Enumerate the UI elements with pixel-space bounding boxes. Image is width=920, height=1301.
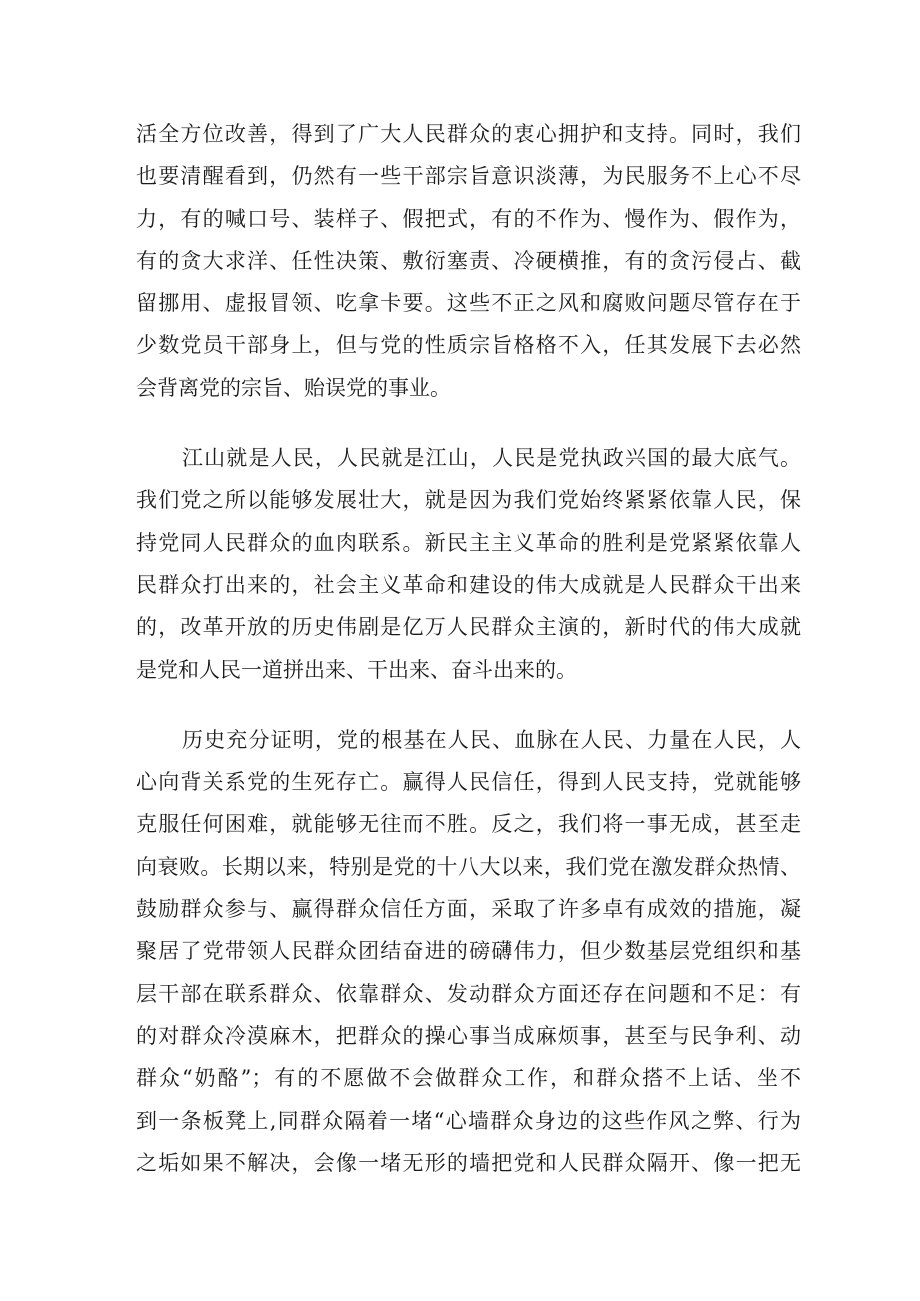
paragraph [136, 719, 801, 1184]
text-line: 群众“奶酪”；有的不愿做不会做群众工作，和群众搭不上话、坐不 [136, 1066, 801, 1091]
text-line: 聚居了党带领人民群众团结奋进的磅礴伟力，但少数基层党组织和基 [136, 939, 801, 964]
paragraph [136, 437, 801, 691]
text-line: 江山就是人民，人民就是江山，人民是党执政兴国的最大底气。 [182, 446, 801, 471]
text-line: 心向背关系党的生死存亡。赢得人民信任，得到人民支持，党就能够 [136, 770, 801, 795]
text-line: 有的贪大求洋、任性决策、敷衍塞责、冷硬横推，有的贪污侵占、截 [136, 248, 801, 273]
text-line: 留挪用、虚报冒领、吃拿卡要。这些不正之风和腐败问题尽管存在于 [136, 291, 801, 316]
text-line: 层干部在联系群众、依靠群众、发动群众方面还存在问题和不足：有 [136, 981, 801, 1006]
text-line: 少数党员干部身上，但与党的性质宗旨格格不入，任其发展下去必然 [136, 333, 801, 358]
text-line: 之垢如果不解决，会像一堵无形的墙把党和人民群众隔开、像一把无 [136, 1150, 801, 1175]
text-line: 到一条板凳上,同群众隔着一堵“心墙群众身边的这些作风之弊、行为 [136, 1108, 801, 1133]
paragraph [136, 113, 801, 409]
text-line: 的对群众冷漠麻木，把群众的操心事当成麻烦事，甚至与民争利、动 [136, 1023, 801, 1048]
text-line: 的，改革开放的历史伟剧是亿万人民群众主演的，新时代的伟大成就 [136, 615, 801, 640]
text-line: 会背离党的宗旨、贻误党的事业。 [136, 375, 451, 400]
text-line: 鼓励群众参与、赢得群众信任方面，采取了许多卓有成效的措施，凝 [136, 897, 801, 922]
text-line: 历史充分证明，党的根基在人民、血脉在人民、力量在人民，人 [182, 727, 801, 752]
text-line: 活全方位改善，得到了广大人民群众的衷心拥护和支持。同时，我们 [136, 122, 801, 146]
text-line: 力，有的喊口号、装样子、假把式，有的不作为、慢作为、假作为， [136, 206, 801, 231]
text-line: 也要清醒看到，仍然有一些干部宗旨意识淡薄，为民服务不上心不尽 [136, 164, 801, 189]
text-line: 民群众打出来的，社会主义革命和建设的伟大成就是人民群众干出来 [136, 572, 801, 597]
text-line: 持党同人民群众的血肉联系。新民主主义革命的胜利是党紧紧依靠人 [136, 530, 801, 555]
text-line: 向衰败。长期以来，特别是党的十八大以来，我们党在激发群众热情、 [136, 854, 801, 879]
text-line: 是党和人民一道拼出来、干出来、奋斗出来的。 [136, 657, 577, 682]
text-line: 克服任何困难，就能够无往而不胜。反之，我们将一事无成，甚至走 [136, 812, 801, 837]
document-body [136, 113, 801, 1212]
text-line: 我们党之所以能够发展壮大，就是因为我们党始终紧紧依靠人民，保 [136, 488, 801, 513]
